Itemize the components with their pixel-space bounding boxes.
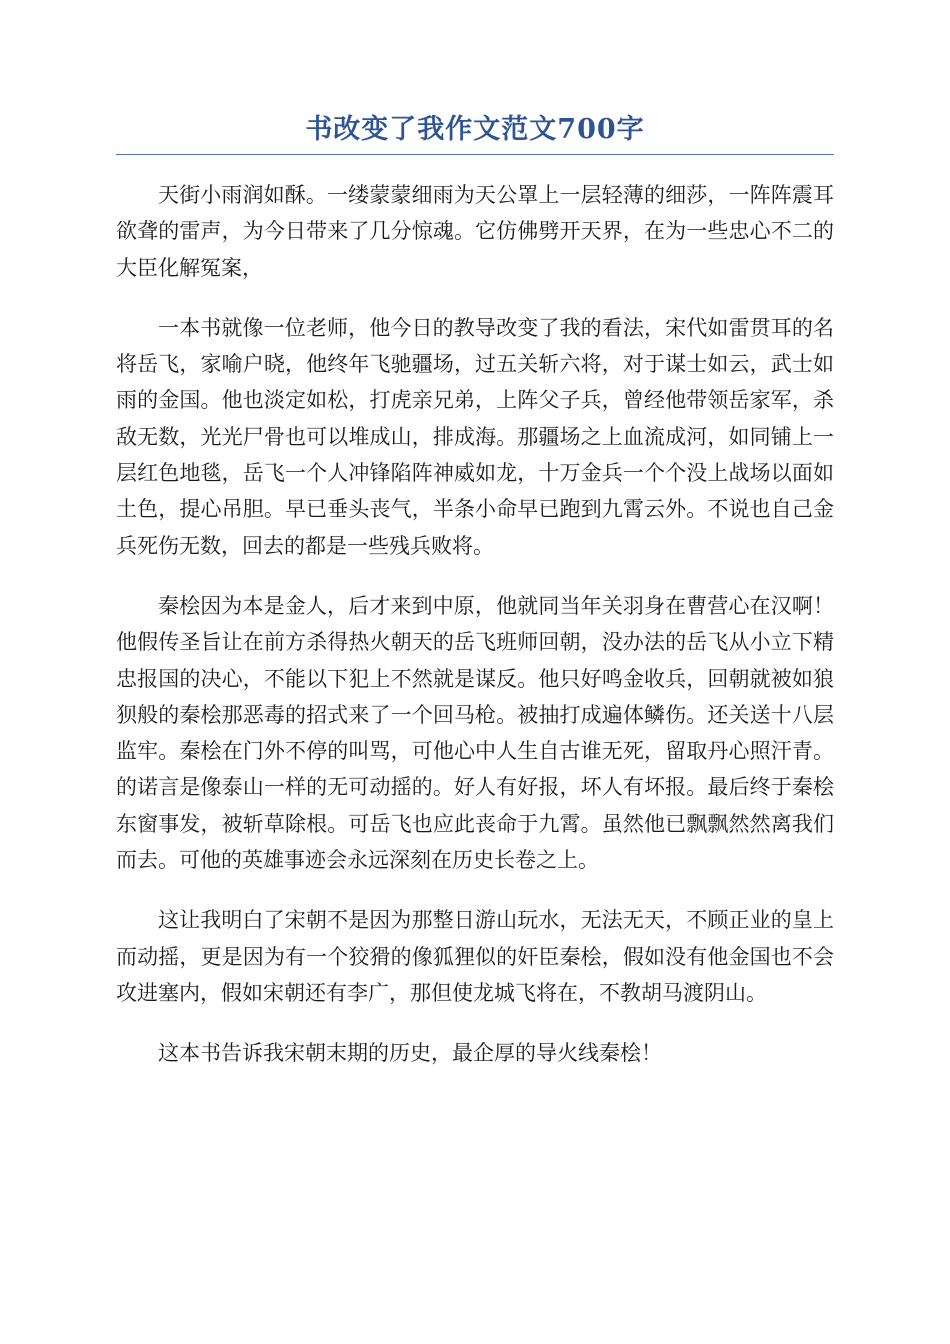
paragraph-1: 天街小雨润如酥。一缕蒙蒙细雨为天公罩上一层轻薄的细莎，一阵阵震耳欲聋的雷声，为今日带来了几分惊魂。它仿佛劈开天界，在为一些忠心不二的大臣化解冤案， (116, 183, 834, 280)
paragraph-3: 秦桧因为本是金人，后才来到中原，他就同当年关羽身在曹营心在汉啊！他假传圣旨让在前方杀得热火朝天的岳飞班师回朝，没办法的岳飞从小立下精忠报国的决心，不能以下犯上不然就是谋反。他只好鸣金收兵，回朝就被如狼狈般的秦桧那恶毒的招式来了一个回马枪。被抽打成遍体鳞伤。还关送十八层监牢。秦桧在门外不停的叫骂，可他心中人生自古谁无死，留取丹心照汗青。的诺言是像泰山一样的无可动摇的。好人有好报，坏人有坏报。最后终于秦桧东窗事发，被斩草除根。可岳飞也应此丧命于九霄。虽然他已飘飘然然离我们而去。可他的英雄事迹会永远深刻在历史长卷之上。 (116, 593, 834, 873)
paragraph-2: 一本书就像一位老师，他今日的教导改变了我的看法，宋代如雷贯耳的名将岳飞，家喻户晓，他终年飞驰疆场，过五关斩六将，对于谋士如云，武士如雨的金国。他也淡定如松，打虎亲兄弟，上阵父子兵，曾经他带领岳家军，杀敌无数，光光尸骨也可以堆成山，排成海。那疆场之上血流成河，如同铺上一层红色地毯，岳飞一个人冲锋陷阵神威如龙，十万金兵一个个没上战场以面如土色，提心吊胆。早已垂头丧气，半条小命早已跑到九霄云外。不说也自己金兵死伤无数，回去的都是一些残兵败将。 (116, 315, 834, 558)
document-page (116, 110, 834, 1096)
paragraph-4: 这让我明白了宋朝不是因为那整日游山玩水，无法无天，不顾正业的皇上而动摇，更是因为有一个狡猾的像狐狸似的奸臣秦桧，假如没有他金国也不会攻进塞内，假如宋朝还有李广，那但使龙城飞将在，不教胡马渡阴山。 (116, 908, 834, 1005)
title-underline (116, 154, 834, 155)
paragraph-5: 这本书告诉我宋朝末期的历史，最企厚的导火线秦桧！ (158, 1041, 662, 1066)
document-title: 书改变了我作文范文700字 (305, 114, 645, 145)
